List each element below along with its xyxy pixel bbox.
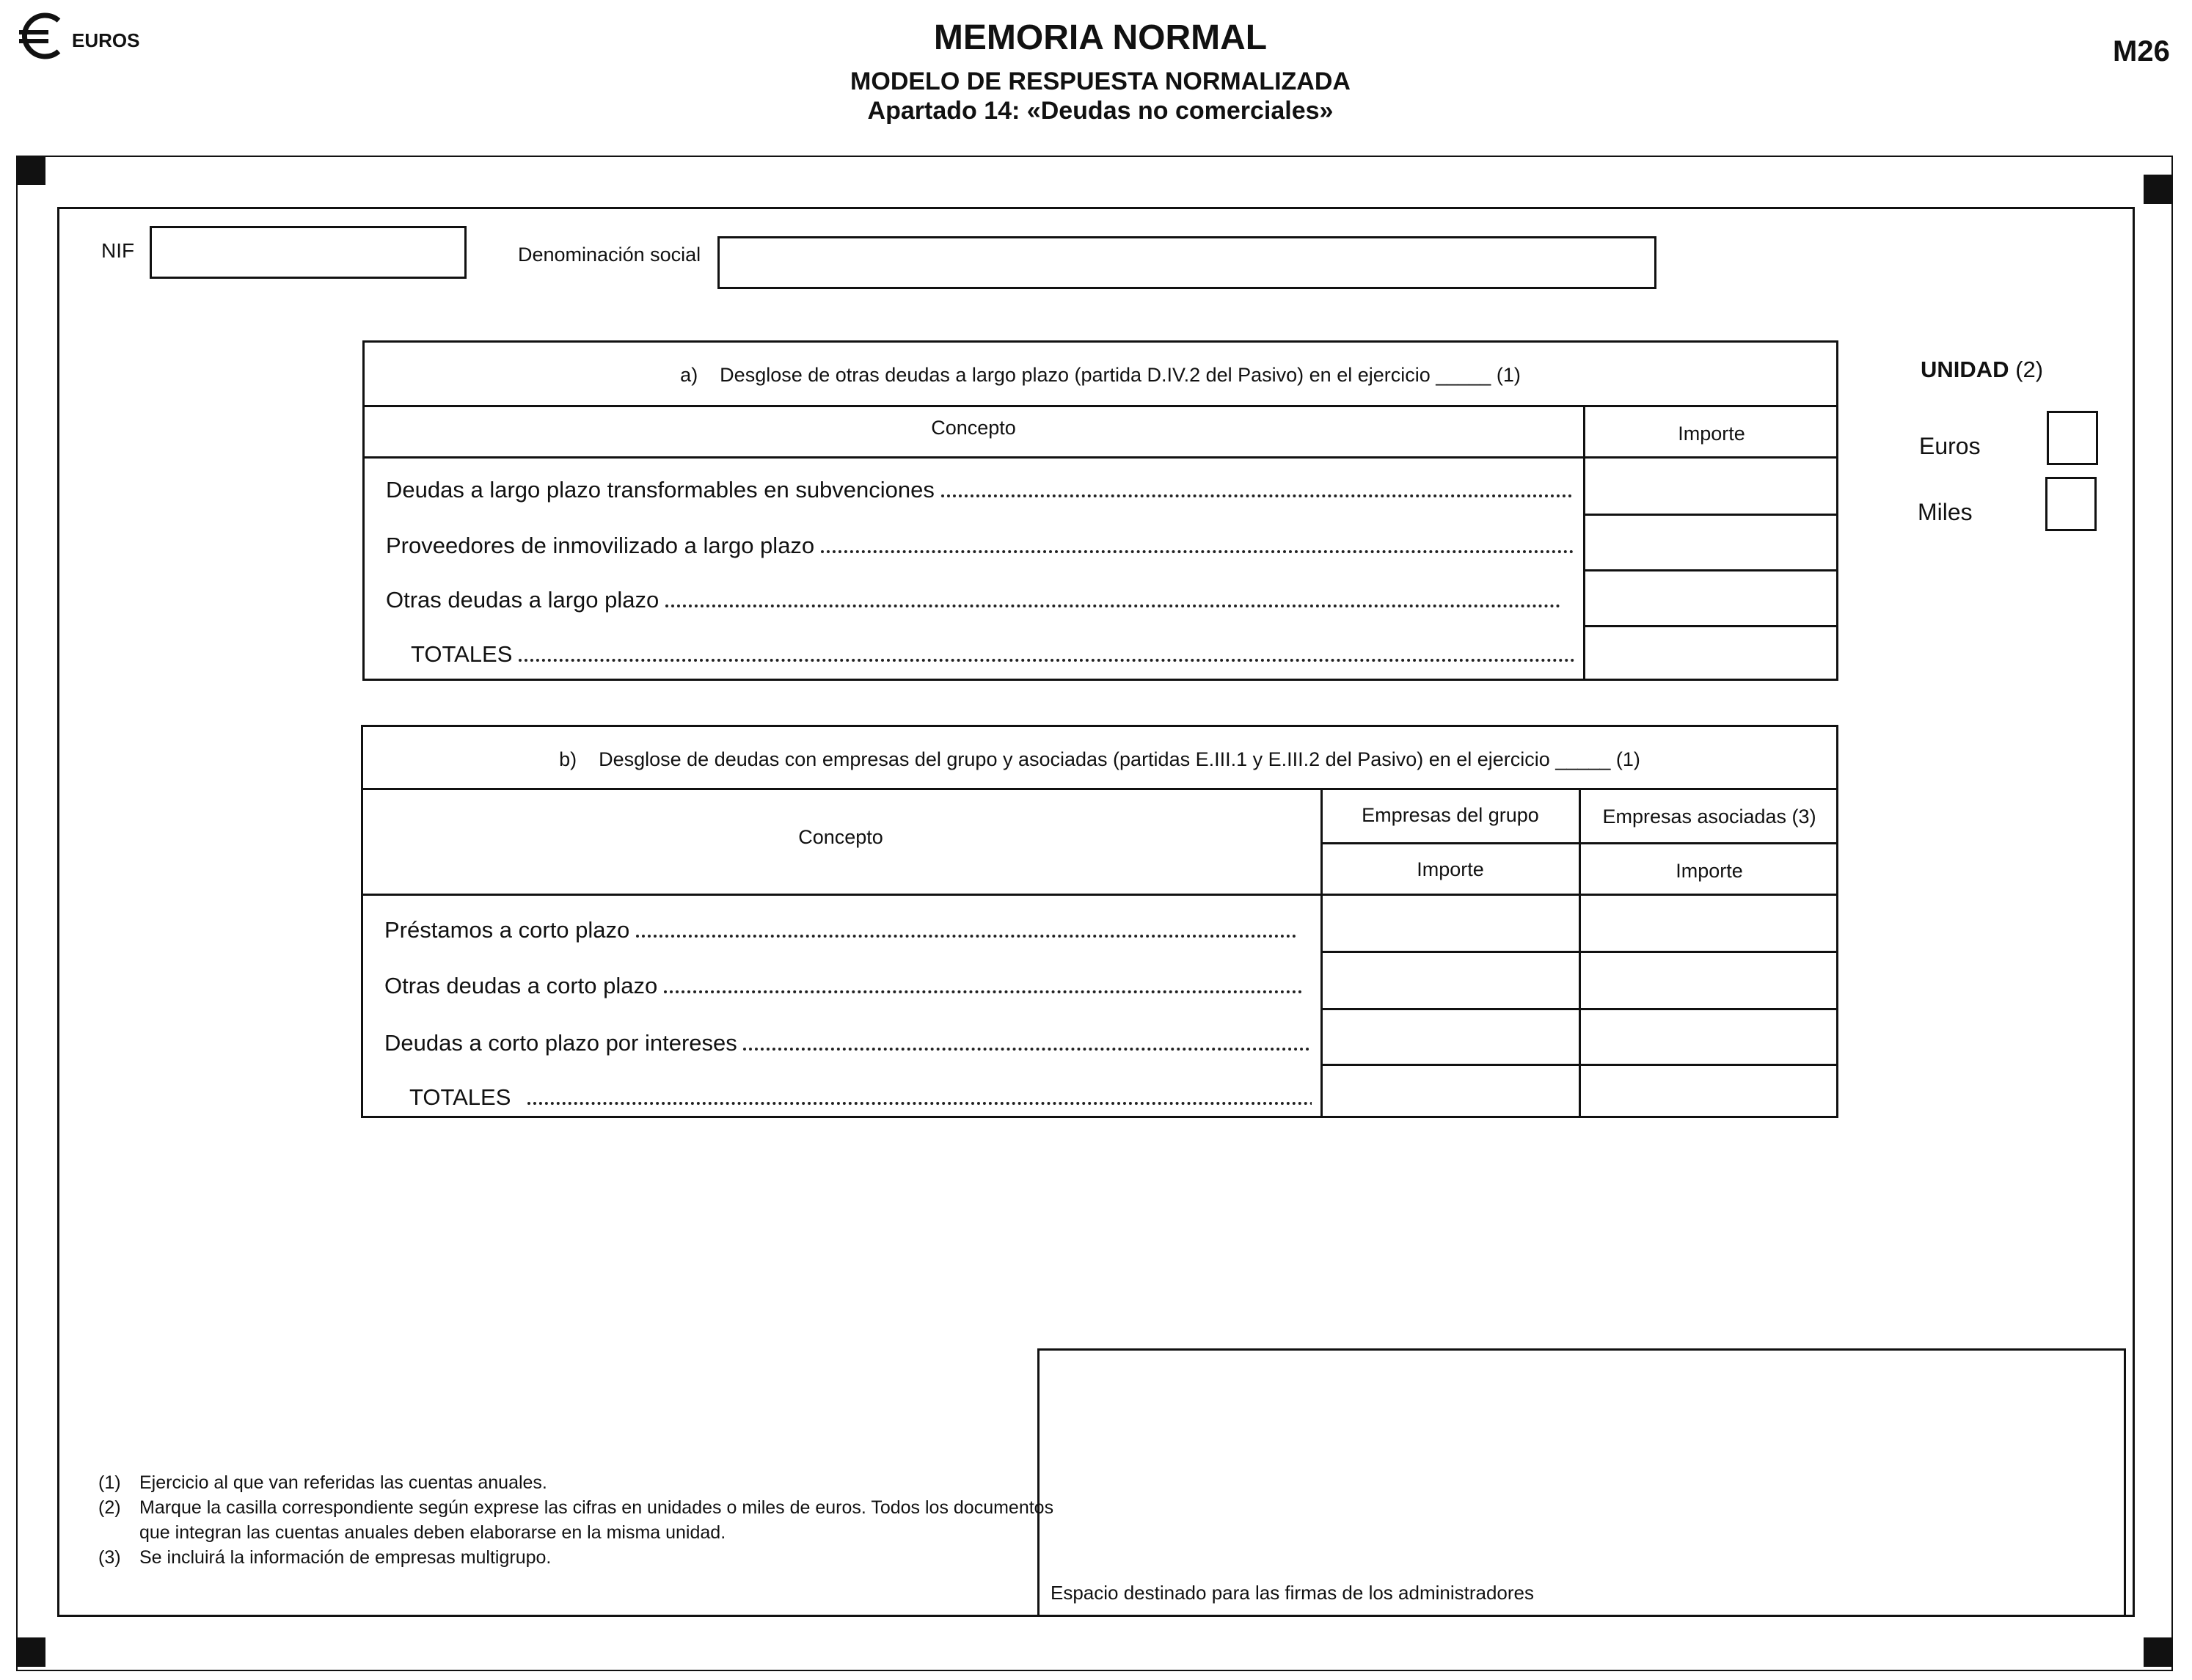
- table-b-col-importe-grupo: Importe: [1417, 858, 1484, 880]
- table-row: [409, 1084, 1312, 1111]
- corner-mark-bottom-left: [16, 1637, 45, 1667]
- table-row: [386, 587, 1574, 613]
- table-b-col-asociadas: Empresas asociadas (3): [1602, 806, 1816, 828]
- table-a-totales-label: TOTALES: [411, 641, 513, 667]
- page-subtitle: MODELO DE RESPUESTA NORMALIZADA: [850, 67, 1351, 95]
- euro-icon: [16, 10, 67, 62]
- table-a-col-importe: Importe: [1678, 423, 1745, 445]
- corner-mark-top-right: [2144, 175, 2173, 204]
- table-a-row-label: Proveedores de inmovilizado a largo plazo: [386, 533, 815, 558]
- table-a-row-label: Deudas a largo plazo transformables en subvenciones: [386, 477, 935, 503]
- table-b-row-label: Préstamos a corto plazo: [384, 917, 630, 943]
- nif-label: NIF: [101, 239, 135, 262]
- page-title: MEMORIA NORMAL: [933, 18, 1268, 57]
- model-code: M26: [2113, 35, 2170, 67]
- table-b-row-2-asociadas[interactable]: [1583, 955, 1834, 1005]
- unidad-option-euros-label: Euros: [1919, 433, 1981, 459]
- table-b-totales-asociadas[interactable]: [1583, 1068, 1834, 1114]
- corner-mark-bottom-right: [2144, 1637, 2173, 1667]
- table-b-col-concepto: Concepto: [798, 826, 883, 848]
- table-b-title: b) Desglose de deudas con empresas del grupo y asociadas (partidas E.III.1 y E.III.2 del Pasivo) en el ejercicio _____ (1): [559, 748, 1640, 770]
- table-a-title: a) Desglose de otras deudas a largo plazo (partida D.IV.2 del Pasivo) en el ejercicio _____ (1): [680, 364, 1521, 386]
- footnote-3: (3) Se incluirá la información de empresas multigrupo.: [98, 1547, 552, 1568]
- table-a-col-concepto: Concepto: [931, 417, 1016, 439]
- unidad-option-miles-label: Miles: [1918, 499, 1973, 525]
- table-b-row-2-grupo[interactable]: [1325, 955, 1574, 1005]
- table-a-row-label: Otras deudas a largo plazo: [386, 587, 660, 613]
- signature-area[interactable]: [1037, 1348, 2126, 1617]
- unidad-miles-checkbox[interactable]: [2045, 477, 2097, 531]
- table-row: [386, 533, 1574, 559]
- unidad-heading: [1921, 357, 2043, 383]
- corner-mark-top-left: [16, 156, 45, 185]
- table-a-totales-importe[interactable]: [1588, 629, 1834, 676]
- table-a-row-3-importe[interactable]: [1588, 574, 1834, 622]
- table-b-totales-grupo[interactable]: [1325, 1068, 1574, 1114]
- table-b-row-3-grupo[interactable]: [1325, 1012, 1574, 1061]
- unidad-label: UNIDAD: [1921, 357, 2009, 382]
- unidad-euros-checkbox[interactable]: [2047, 411, 2098, 465]
- table-b-row-1-asociadas[interactable]: [1583, 898, 1834, 948]
- nif-input[interactable]: [150, 226, 467, 279]
- table-row: [384, 1030, 1312, 1056]
- table-b-col-importe-asociadas: Importe: [1676, 860, 1743, 882]
- table-b-row-label: Deudas a corto plazo por intereses: [384, 1030, 737, 1056]
- denominacion-input[interactable]: [717, 236, 1656, 289]
- table-a-row-2-importe[interactable]: [1588, 518, 1834, 566]
- signature-label: Espacio destinado para las firmas de los administradores: [1051, 1582, 1535, 1604]
- footnote-2: (2) Marque la casilla correspondiente según exprese las cifras en unidades o miles de euros. Todos los documentos que integran las cuentas anuales deben elaborarse en la misma unidad.: [98, 1497, 1054, 1543]
- table-b-col-grupo: Empresas del grupo: [1362, 804, 1539, 826]
- table-b-row-3-asociadas[interactable]: [1583, 1012, 1834, 1061]
- table-b-totales-label: TOTALES: [409, 1084, 511, 1110]
- table-row: [384, 973, 1312, 999]
- table-b-row-label: Otras deudas a corto plazo: [384, 973, 658, 998]
- table-b-row-1-grupo[interactable]: [1325, 898, 1574, 948]
- footnote-1: (1) Ejercicio al que van referidas las cuentas anuales.: [98, 1472, 547, 1493]
- currency-label: EUROS: [72, 29, 140, 51]
- unidad-note: (2): [2015, 357, 2044, 382]
- section-title: Apartado 14: «Deudas no comerciales»: [867, 97, 1334, 125]
- table-row: [386, 477, 1574, 503]
- table-a-row-1-importe[interactable]: [1588, 462, 1834, 511]
- denominacion-label: Denominación social: [518, 244, 701, 266]
- table-row: [384, 917, 1312, 943]
- table-row: [411, 641, 1574, 668]
